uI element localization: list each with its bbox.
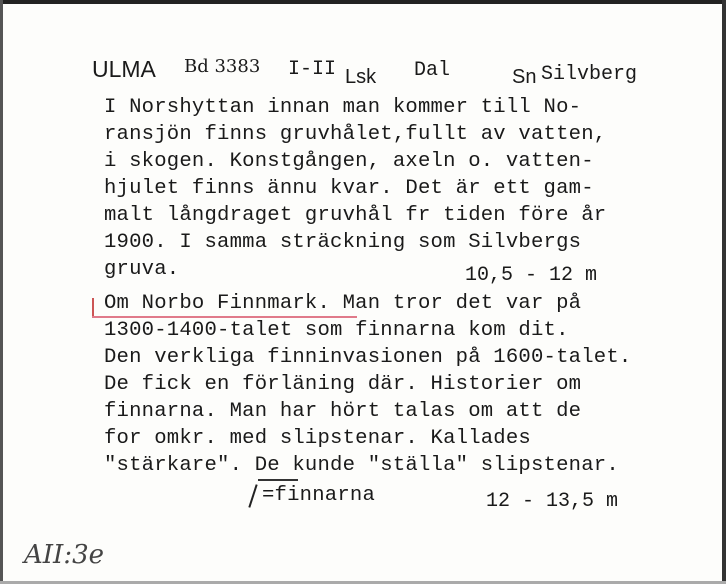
handwritten-bracket [248,484,257,507]
record-number: 3383 [214,56,261,77]
entry-1-line-4: hjulet finns ännu kvar. Det är ett gam- [104,177,594,200]
entry-1-line-7: gruva. [104,258,180,281]
entry-1-measure: 10,5 - 12 m [465,264,598,287]
entry-1-line-2: ransjön finns gruvhålet,fullt av vatten, [104,123,607,146]
red-underline [92,316,357,318]
card-top-edge [0,0,726,4]
entry-2-line-7: "stärkare". De kunde "ställa" slipstenar. [104,454,619,477]
entry-1-line-3: i skogen. Konstgången, axeln o. vatten- [104,150,594,173]
card-left-edge [0,0,3,584]
landskap-value: Dal [414,59,451,82]
archive-name: ULMA [92,56,156,82]
margin-tick [92,298,94,316]
entry-2-line-4: De fick en förläning där. Historier om [104,373,582,396]
entry-2-line-8: =finnarna [262,484,376,507]
sn-label: Sn [512,66,537,88]
entry-2-line-5: finnarna. Man har hört talas om att de [104,400,582,423]
handwritten-underline [258,479,298,481]
card-right-edge [722,0,726,584]
lsk-label: Lsk [345,66,377,88]
volume: I-II [288,58,337,81]
entry-2-measure: 12 - 13,5 m [486,490,619,513]
entry-1-line-1: I Norshyttan innan man kommer till No- [104,96,582,119]
entry-1-line-6: 1900. I samma sträckning som Silvbergs [104,231,582,254]
entry-2-line-2: 1300-1400-talet som finnarna kom dit. [104,319,569,342]
shelfmark-text: AII:3e [24,540,105,570]
shelfmark [24,540,104,570]
entry-2-line-3: Den verkliga finninvasionen på 1600-talet. [104,346,632,369]
socken-value: Silvberg [541,63,638,86]
entry-2-line-1: Om Norbo Finnmark. Man tror det var på [104,292,582,315]
bd-label [184,56,260,77]
entry-1-line-5: malt långdraget gruvhål fr tiden före år [104,204,607,227]
bd-text: Bd [184,56,209,77]
entry-2-line-6: for omkr. med slipstenar. Kallades [104,427,531,450]
